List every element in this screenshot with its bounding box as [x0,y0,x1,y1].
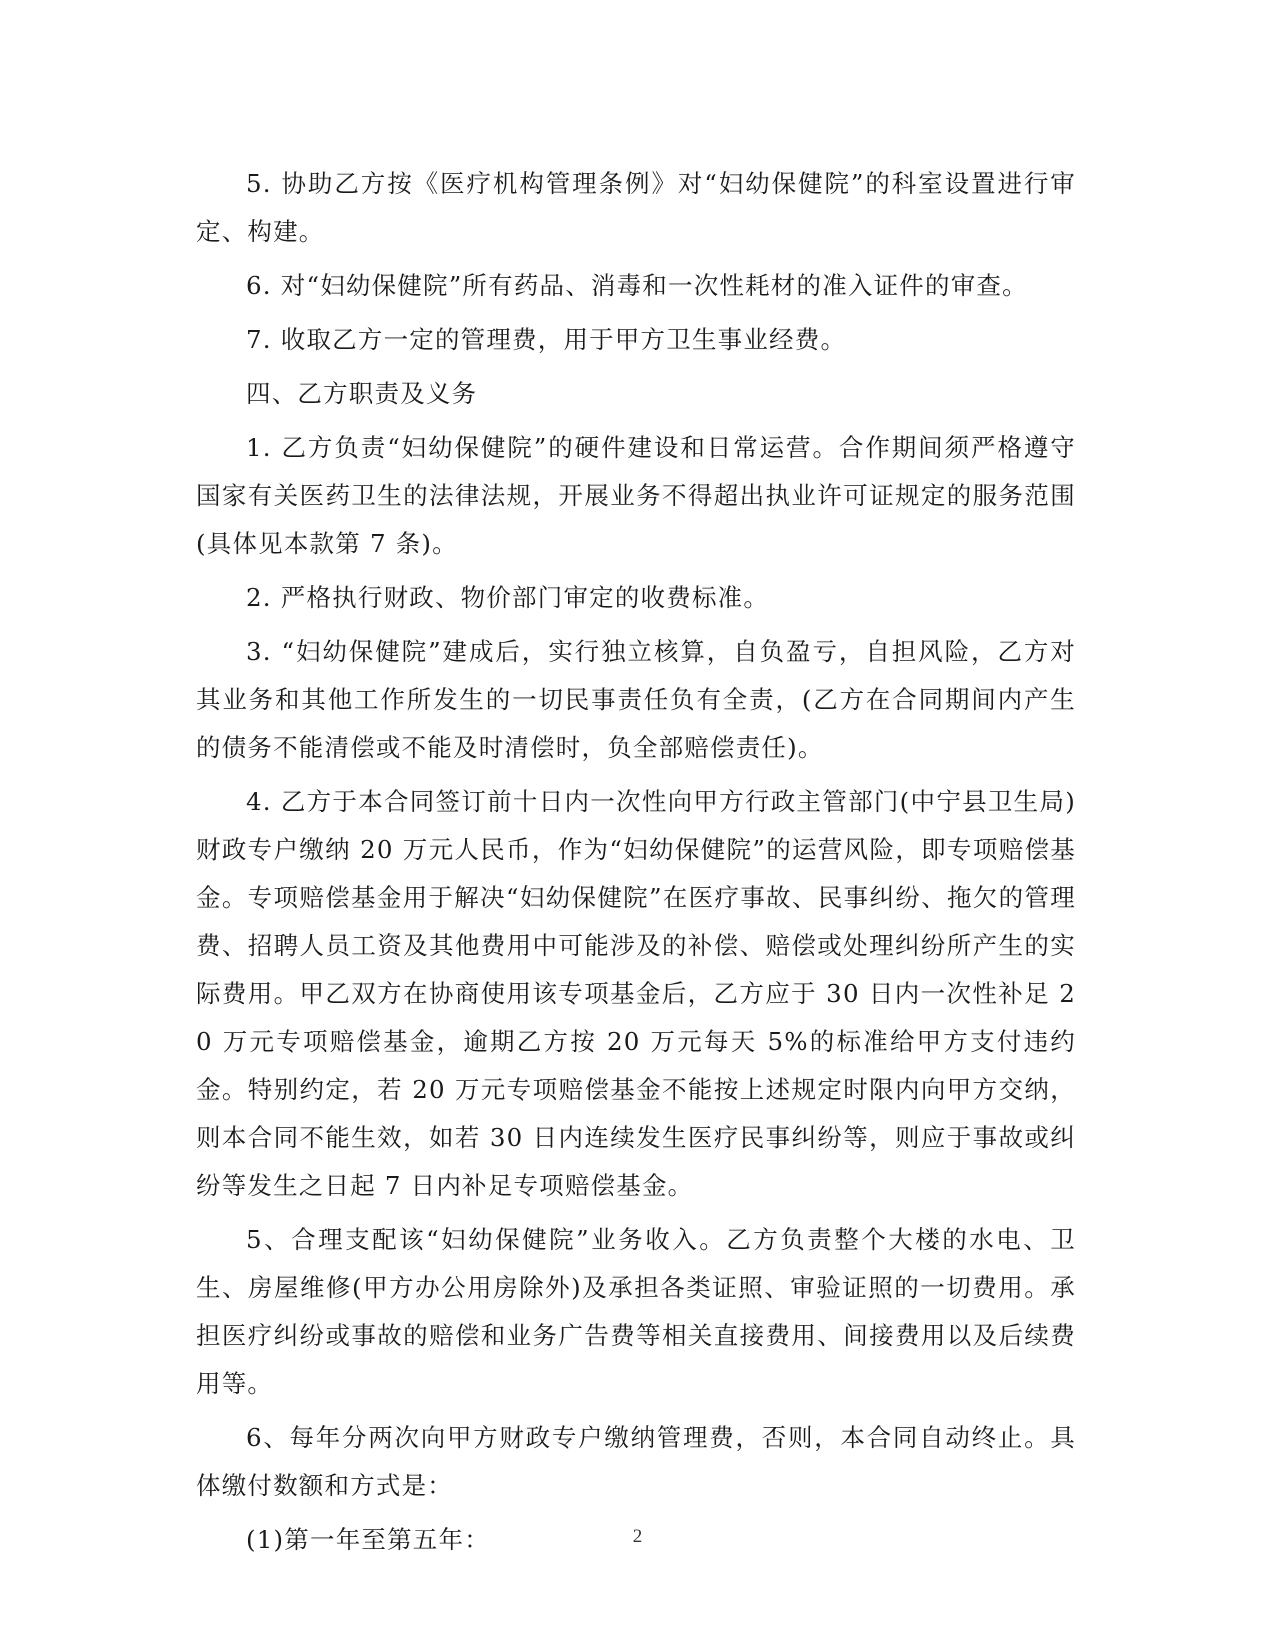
paragraph-item-7: 7. 收取乙方一定的管理费，用于甲方卫生事业经费。 [246,325,847,354]
section-heading-4: 四、乙方职责及义务 [246,379,478,408]
paragraph-item-6: 6. 对“妇幼保健院”所有药品、消毒和一次性耗材的准入证件的审查。 [246,271,1028,300]
paragraph-duty-3: 3. “妇幼保健院”建成后，实行独立核算，自负盈亏，自担风险，乙方对其业务和其他工作所发生的一切民事责任负有全责，(乙方在合同期间内产生的债务不能清偿或不能及时清偿时，负全部赔偿责任)。 [196,637,1076,762]
paragraph-duty-4: 4. 乙方于本合同签订前十日内一次性向甲方行政主管部门(中宁县卫生局)财政专户缴纳 20 万元人民币，作为“妇幼保健院”的运营风险，即专项赔偿基金。专项赔偿基金用于解决“妇幼保健院”在医疗事故、民事纠纷、拖欠的管理费、招聘人员工资及其他费用中可能涉及的补偿、赔偿或处理纠纷所产生的实际费用。甲乙双方在协商使用该专项基金后，乙方应于 30 日内一次性补足 20 万元专项赔偿基金，逾期乙方按 20 万元每天 5%的标准给甲方支付违约金。特别约定，若 20 万元专项赔偿基金不能按上述规定时限内向甲方交纳，则本合同不能生效，如若 30 日内连续发生医疗民事纠纷等，则应于事故或纠纷等发生之日起 7 日内补足专项赔偿基金。 [196,787,1076,1200]
paragraph-subitem-1: (1)第一年至第五年： [246,1525,490,1554]
page-number: 2 [632,1526,643,1547]
paragraph-duty-2: 2. 严格执行财政、物价部门审定的收费标准。 [246,583,770,612]
paragraph-item-5: 5. 协助乙方按《医疗机构管理条例》对“妇幼保健院”的科室设置进行审定、构建。 [196,169,1076,246]
document-body [196,160,1076,1570]
paragraph-duty-1: 1. 乙方负责“妇幼保健院”的硬件建设和日常运营。合作期间须严格遵守国家有关医药卫生的法律法规，开展业务不得超出执业许可证规定的服务范围(具体见本款第 7 条)。 [196,433,1076,558]
paragraph-duty-6: 6、每年分两次向甲方财政专户缴纳管理费，否则，本合同自动终止。具体缴付数额和方式是： [196,1423,1076,1500]
paragraph-duty-5: 5、合理支配该“妇幼保健院”业务收入。乙方负责整个大楼的水电、卫生、房屋维修(甲方办公用房除外)及承担各类证照、审验证照的一切费用。承担医疗纠纷或事故的赔偿和业务广告费等相关直接费用、间接费用以及后续费用等。 [196,1225,1076,1398]
